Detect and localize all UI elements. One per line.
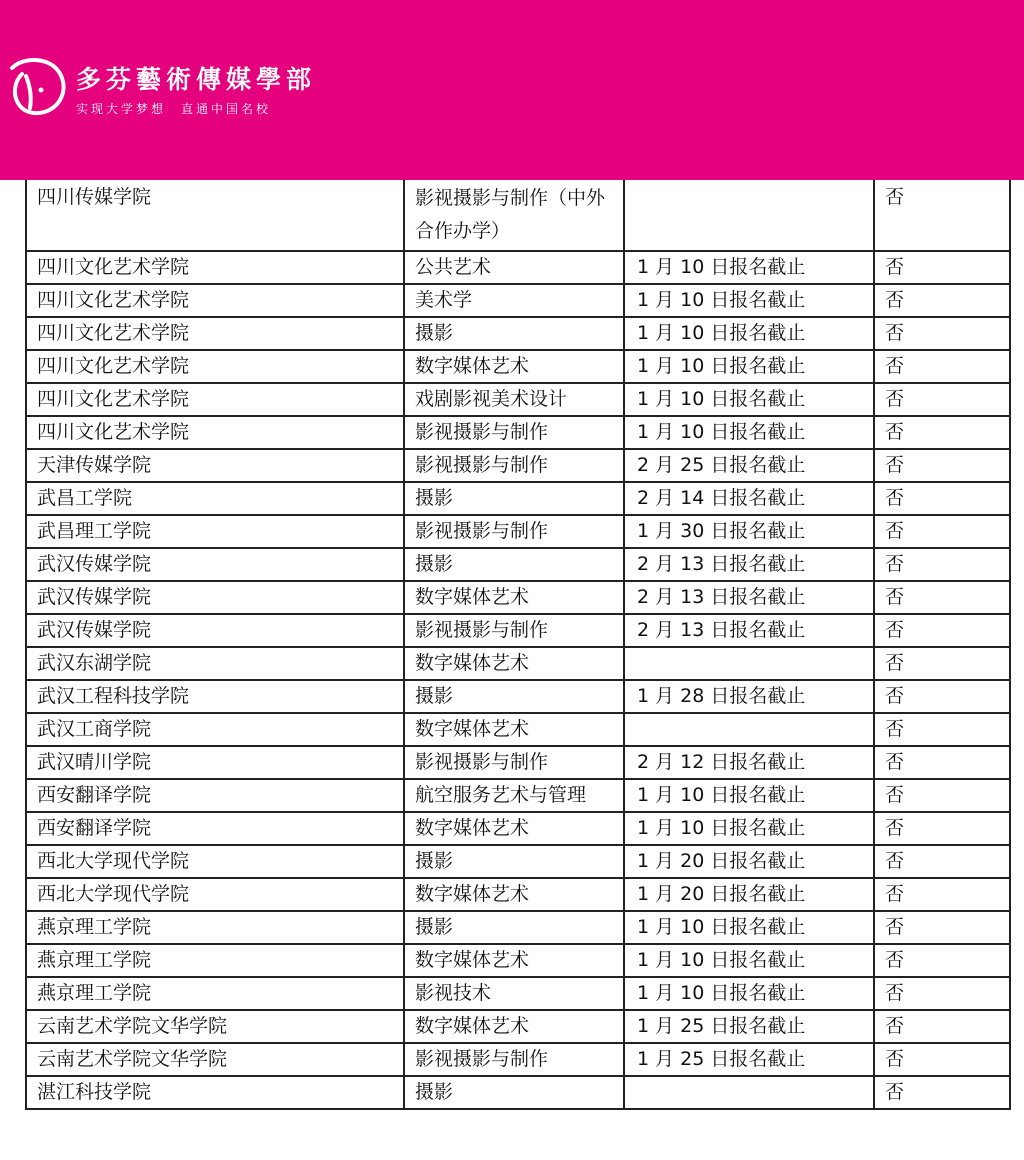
school-cell: 武汉传媒学院 (26, 614, 404, 647)
major-cell: 数字媒体艺术 (404, 812, 624, 845)
flag-cell: 否 (874, 779, 1010, 812)
flag-cell: 否 (874, 977, 1010, 1010)
major-cell: 数字媒体艺术 (404, 1010, 624, 1043)
major-cell: 数字媒体艺术 (404, 647, 624, 680)
deadline-cell: 2 月 25 日报名截止 (624, 449, 874, 482)
table-row (26, 779, 1010, 812)
table-row (26, 548, 1010, 581)
flag-cell: 否 (874, 944, 1010, 977)
major-cell: 数字媒体艺术 (404, 878, 624, 911)
major-cell: 数字媒体艺术 (404, 944, 624, 977)
major-cell: 影视摄影与制作 (404, 1043, 624, 1076)
major-cell: 戏剧影视美术设计 (404, 383, 624, 416)
school-cell: 西北大学现代学院 (26, 845, 404, 878)
deadline-cell: 1 月 30 日报名截止 (624, 515, 874, 548)
flag-cell: 否 (874, 449, 1010, 482)
major-cell: 影视摄影与制作 (404, 746, 624, 779)
school-cell: 四川文化艺术学院 (26, 416, 404, 449)
brand-slogan: 实现大学梦想 直通中国名校 (76, 102, 272, 116)
table-row (26, 878, 1010, 911)
major-cell: 摄影 (404, 482, 624, 515)
flag-cell: 否 (874, 251, 1010, 284)
table-row (26, 383, 1010, 416)
deadline-cell: 1 月 25 日报名截止 (624, 1043, 874, 1076)
table-row (26, 614, 1010, 647)
flag-cell: 否 (874, 1076, 1010, 1109)
deadline-cell (624, 180, 874, 251)
deadline-cell: 1 月 10 日报名截止 (624, 812, 874, 845)
school-cell: 四川文化艺术学院 (26, 317, 404, 350)
school-cell: 四川文化艺术学院 (26, 383, 404, 416)
major-cell: 数字媒体艺术 (404, 713, 624, 746)
deadline-cell: 1 月 10 日报名截止 (624, 317, 874, 350)
school-cell: 西北大学现代学院 (26, 878, 404, 911)
table-row (26, 812, 1010, 845)
school-cell: 四川文化艺术学院 (26, 284, 404, 317)
flag-cell: 否 (874, 647, 1010, 680)
school-cell: 燕京理工学院 (26, 977, 404, 1010)
deadline-cell: 2 月 14 日报名截止 (624, 482, 874, 515)
table-row (26, 515, 1010, 548)
flag-cell: 否 (874, 1010, 1010, 1043)
table-row (26, 581, 1010, 614)
flag-cell: 否 (874, 180, 1010, 251)
school-cell: 天津传媒学院 (26, 449, 404, 482)
brand-name: 多芬藝術傳媒學部 (76, 65, 317, 94)
flag-cell: 否 (874, 713, 1010, 746)
deadline-cell (624, 713, 874, 746)
table-row (26, 317, 1010, 350)
flag-cell: 否 (874, 515, 1010, 548)
major-cell: 数字媒体艺术 (404, 350, 624, 383)
school-cell: 武昌理工学院 (26, 515, 404, 548)
deadline-cell (624, 647, 874, 680)
major-cell: 航空服务艺术与管理 (404, 779, 624, 812)
table-row (26, 416, 1010, 449)
school-cell: 武昌工学院 (26, 482, 404, 515)
d-logo-icon (8, 52, 68, 118)
school-cell: 燕京理工学院 (26, 944, 404, 977)
brand-block (76, 60, 316, 117)
table-row (26, 180, 1010, 251)
table-row (26, 977, 1010, 1010)
flag-cell: 否 (874, 680, 1010, 713)
flag-cell: 否 (874, 350, 1010, 383)
deadline-cell: 2 月 12 日报名截止 (624, 746, 874, 779)
school-cell: 四川文化艺术学院 (26, 251, 404, 284)
table-row (26, 1043, 1010, 1076)
flag-cell: 否 (874, 746, 1010, 779)
major-cell: 公共艺术 (404, 251, 624, 284)
deadline-cell: 1 月 10 日报名截止 (624, 416, 874, 449)
deadline-cell: 2 月 13 日报名截止 (624, 581, 874, 614)
flag-cell: 否 (874, 845, 1010, 878)
flag-cell: 否 (874, 911, 1010, 944)
flag-cell: 否 (874, 614, 1010, 647)
school-cell: 武汉传媒学院 (26, 548, 404, 581)
major-cell: 摄影 (404, 317, 624, 350)
deadline-cell: 1 月 20 日报名截止 (624, 878, 874, 911)
deadline-cell: 1 月 25 日报名截止 (624, 1010, 874, 1043)
table-row (26, 482, 1010, 515)
table-row (26, 944, 1010, 977)
table-row (26, 1010, 1010, 1043)
school-cell: 武汉晴川学院 (26, 746, 404, 779)
school-cell: 武汉工商学院 (26, 713, 404, 746)
deadline-cell: 1 月 10 日报名截止 (624, 779, 874, 812)
deadline-cell: 1 月 10 日报名截止 (624, 383, 874, 416)
table-row (26, 449, 1010, 482)
table-row (26, 350, 1010, 383)
deadline-cell: 1 月 20 日报名截止 (624, 845, 874, 878)
major-cell: 影视摄影与制作 (404, 515, 624, 548)
table-row (26, 845, 1010, 878)
school-cell: 武汉工程科技学院 (26, 680, 404, 713)
table-row (26, 647, 1010, 680)
major-cell: 影视摄影与制作 (404, 614, 624, 647)
flag-cell: 否 (874, 812, 1010, 845)
header-banner (0, 0, 1024, 180)
flag-cell: 否 (874, 581, 1010, 614)
flag-cell: 否 (874, 878, 1010, 911)
major-cell: 摄影 (404, 845, 624, 878)
table-row (26, 713, 1010, 746)
school-cell: 武汉东湖学院 (26, 647, 404, 680)
major-cell: 美术学 (404, 284, 624, 317)
major-cell: 影视摄影与制作 (404, 416, 624, 449)
major-cell: 影视技术 (404, 977, 624, 1010)
major-cell: 影视摄影与制作 (404, 449, 624, 482)
school-cell: 云南艺术学院文华学院 (26, 1043, 404, 1076)
school-cell: 西安翻译学院 (26, 812, 404, 845)
table-row (26, 911, 1010, 944)
major-cell: 摄影 (404, 680, 624, 713)
deadline-cell: 1 月 10 日报名截止 (624, 284, 874, 317)
table-row (26, 251, 1010, 284)
major-cell: 摄影 (404, 548, 624, 581)
deadline-cell (624, 1076, 874, 1109)
deadline-cell: 1 月 10 日报名截止 (624, 350, 874, 383)
deadline-cell: 1 月 10 日报名截止 (624, 251, 874, 284)
deadline-cell: 1 月 10 日报名截止 (624, 977, 874, 1010)
school-cell: 湛江科技学院 (26, 1076, 404, 1109)
admission-table (25, 180, 1011, 1110)
school-cell: 燕京理工学院 (26, 911, 404, 944)
deadline-cell: 1 月 10 日报名截止 (624, 911, 874, 944)
deadline-cell: 2 月 13 日报名截止 (624, 548, 874, 581)
flag-cell: 否 (874, 284, 1010, 317)
major-cell: 摄影 (404, 1076, 624, 1109)
major-cell: 摄影 (404, 911, 624, 944)
flag-cell: 否 (874, 482, 1010, 515)
school-cell: 四川文化艺术学院 (26, 350, 404, 383)
flag-cell: 否 (874, 383, 1010, 416)
table-row (26, 680, 1010, 713)
school-cell: 四川传媒学院 (26, 180, 404, 251)
flag-cell: 否 (874, 1043, 1010, 1076)
school-cell: 武汉传媒学院 (26, 581, 404, 614)
deadline-cell: 2 月 13 日报名截止 (624, 614, 874, 647)
flag-cell: 否 (874, 317, 1010, 350)
major-cell: 影视摄影与制作（中外 合作办学） (404, 180, 624, 251)
table-row (26, 1076, 1010, 1109)
school-cell: 西安翻译学院 (26, 779, 404, 812)
flag-cell: 否 (874, 416, 1010, 449)
flag-cell: 否 (874, 548, 1010, 581)
school-cell: 云南艺术学院文华学院 (26, 1010, 404, 1043)
deadline-cell: 1 月 28 日报名截止 (624, 680, 874, 713)
major-cell: 数字媒体艺术 (404, 581, 624, 614)
deadline-cell: 1 月 10 日报名截止 (624, 944, 874, 977)
table-body (26, 180, 1010, 1109)
table-row (26, 746, 1010, 779)
table-row (26, 284, 1010, 317)
